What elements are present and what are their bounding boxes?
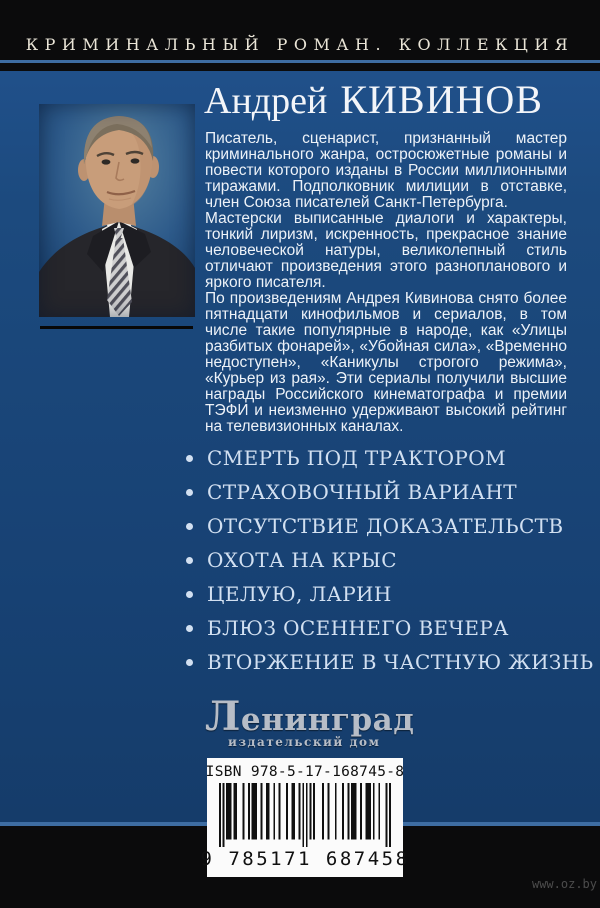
author-last-name: КИВИНОВ bbox=[340, 77, 543, 122]
book-title: ОХОТА НА КРЫС bbox=[207, 548, 397, 572]
barcode-card bbox=[200, 758, 410, 877]
book-title: ЦЕЛУЮ, ЛАРИН bbox=[207, 582, 392, 606]
author-portrait-illustration bbox=[39, 104, 195, 317]
bio-paragraph-3: По произведениям Андрея Кивинова снято более пятнадцати кинофильмов и сериалов, в том числе такие популярные в народе, как «Улицы разбитых фонарей», «Убойная сила», «Временно недоступен», «Каникулы строгого режима», «Курьер из рая». Эти сериалы получили высшие награды Российского кинематографа и премии ТЭФИ и неизменно удерживают высокий рейтинг на телевизионных каналах. bbox=[205, 290, 567, 435]
book-title: ВТОРЖЕНИЕ В ЧАСТНУЮ ЖИЗНЬ bbox=[207, 650, 594, 674]
portrait-underline-rule bbox=[40, 326, 193, 329]
publisher-logo bbox=[205, 693, 415, 749]
bio-paragraph-1: Писатель, сценарист, признанный мастер криминального жанра, остросюжетные романы и повести которого изданы в России миллионными тиражами. Подполковник милиции в отставке, член Союза писателей Санкт-Петербурга. bbox=[205, 130, 567, 211]
bullet-dot bbox=[186, 557, 193, 564]
book-item bbox=[186, 543, 582, 577]
bullet-dot bbox=[186, 591, 193, 598]
author-portrait bbox=[39, 104, 195, 317]
author-name bbox=[204, 76, 574, 123]
ean13-barcode bbox=[219, 783, 391, 847]
author-first-name: Андрей bbox=[204, 80, 328, 122]
publisher-subtitle: издательский дом bbox=[228, 735, 381, 749]
book-title: БЛЮЗ ОСЕННЕГО ВЕЧЕРА bbox=[207, 616, 509, 640]
book-title: СТРАХОВОЧНЫЙ ВАРИАНТ bbox=[207, 480, 518, 504]
bio-paragraph-2: Мастерски выписанные диалоги и характеры, тонкий лиризм, искренность, прекрасное знание человеческой натуры, великолепный стиль отличают произведения этого разнопланового и яркого писателя. bbox=[205, 210, 567, 291]
book-item bbox=[186, 441, 582, 475]
book-item bbox=[186, 509, 582, 543]
bullet-dot bbox=[186, 489, 193, 496]
book-title: СМЕРТЬ ПОД ТРАКТОРОМ bbox=[207, 446, 506, 470]
book-title: ОТСУТСТВИЕ ДОКАЗАТЕЛЬСТВ bbox=[207, 514, 564, 538]
accent-line-top-black bbox=[0, 63, 600, 71]
bullet-dot bbox=[186, 455, 193, 462]
oz-watermark: www.oz.by bbox=[531, 877, 597, 891]
books-list bbox=[186, 441, 594, 679]
series-title: КРИМИНАЛЬНЫЙ РОМАН. КОЛЛЕКЦИЯ bbox=[25, 35, 575, 54]
ean-digits: 9 785171 687458 bbox=[200, 848, 410, 870]
bullet-dot bbox=[186, 523, 193, 530]
book-item bbox=[186, 475, 582, 509]
publisher-name: Ленинград bbox=[205, 693, 415, 740]
isbn-label: ISBN 978-5-17-168745-8 bbox=[205, 764, 405, 780]
book-item bbox=[186, 611, 582, 645]
bullet-dot bbox=[186, 659, 193, 666]
bullet-dot bbox=[186, 625, 193, 632]
series-band bbox=[0, 0, 600, 60]
book-item bbox=[186, 645, 594, 679]
bio-text bbox=[205, 131, 567, 435]
book-item bbox=[186, 577, 582, 611]
